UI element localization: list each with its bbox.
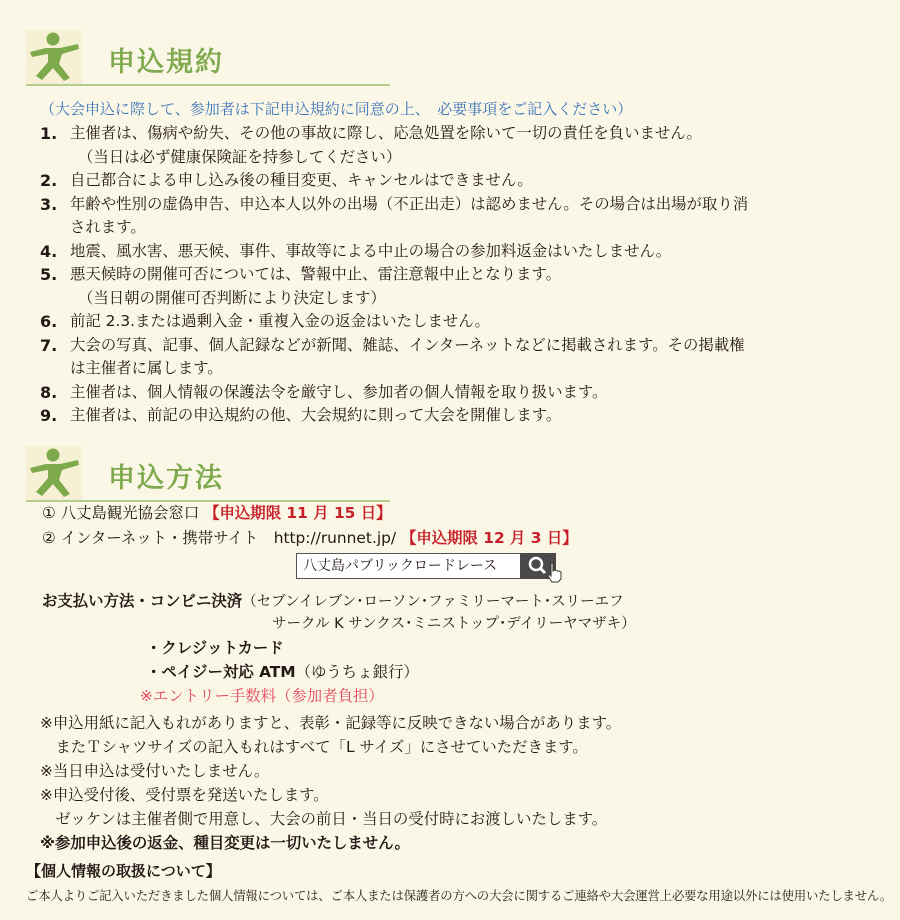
terms-item-number: 2.	[40, 171, 58, 190]
terms-item-number: 6.	[40, 312, 58, 331]
note-line: ゼッケンは主催者側で用意し、大会の前日・当日の受付時にお渡しいたします。	[40, 810, 608, 828]
payment-payeasy-detail: （ゆうちょ銀行）	[295, 663, 419, 681]
terms-item	[40, 193, 860, 240]
payment-payeasy-label: ・ペイジー対応 ATM	[146, 663, 296, 681]
section-title: 申込規約	[108, 47, 224, 78]
runner-icon	[26, 446, 82, 500]
terms-item	[40, 381, 860, 405]
note-line: ※申込用紙に記入もれがありますと、表彰・記録等に反映できない場合があります。	[40, 714, 622, 732]
payment-payeasy	[146, 661, 419, 683]
payment-credit: ・クレジットカード	[146, 639, 284, 657]
terms-item-number: 1.	[40, 124, 58, 143]
terms-item	[40, 169, 860, 193]
payment-conv-detail-2: サークル K サンクス･ミニストップ･デイリーヤマザキ）	[272, 616, 636, 632]
runner-icon	[26, 30, 82, 84]
terms-item-line: は主催者に属します。	[70, 359, 223, 377]
deadline-office: 【申込期限 11 月 15 日】	[204, 504, 392, 522]
search-input[interactable]: 八丈島パブリックロードレース	[296, 553, 526, 579]
terms-item	[40, 263, 860, 310]
payment-conv-label: ・コンビニ決済	[134, 592, 243, 610]
privacy-text: ご本人よりご記入いただきました個人情報については、ご本人または保護者の方への大会に関するご連絡や大会運営上必要な用途以外には使用いたしません。	[26, 888, 893, 903]
method-office	[42, 502, 392, 524]
privacy-heading: 【個人情報の取扱について】	[26, 862, 221, 880]
terms-item	[40, 310, 860, 334]
search-bar	[296, 553, 558, 579]
terms-item	[40, 334, 860, 381]
terms-item-number: 4.	[40, 241, 58, 261]
method-internet-text: ② インターネット・携帯サイト http://runnet.jp/	[42, 529, 397, 547]
terms-item-line: 悪天候時の開催可否については、警報中止、雷注意報中止となります。	[70, 265, 561, 283]
section-header-terms	[26, 30, 390, 92]
terms-item-line: 地震、風水害、悪天候、事件、事故等による中止の場合の参加料返金はいたしません。	[70, 241, 672, 260]
note-line: またＴシャツサイズの記入もれはすべて「L サイズ」にさせていただきます。	[40, 738, 588, 756]
terms-item-line: 大会の写真、記事、個人記録などが新聞、雑誌、インターネットなどに掲載されます。その掲載権	[70, 335, 745, 354]
terms-item-line: 年齢や性別の虚偽申告、申込本人以外の出場（不正出走）は認めません。その場合は出場が取り消	[70, 194, 749, 213]
terms-item	[40, 122, 860, 169]
terms-item-line: 前記 2.3.または過剰入金・重複入金の返金はいたしません。	[70, 312, 490, 330]
terms-item-number: 5.	[40, 265, 58, 284]
method-internet	[42, 527, 578, 549]
terms-item-line: （当日朝の開催可否判断により決定します）	[78, 288, 386, 307]
deadline-internet: 【申込期限 12 月 3 日】	[400, 529, 578, 547]
section-title: 申込方法	[108, 463, 224, 494]
refund-note: ※参加申込後の返金、種目変更は一切いたしません。	[40, 834, 410, 852]
terms-item	[40, 404, 860, 428]
terms-item-line: 主催者は、個人情報の保護法令を厳守し、参加者の個人情報を取り扱います。	[70, 382, 608, 401]
terms-item-number: 3.	[40, 194, 58, 214]
terms-item-number: 7.	[40, 335, 58, 355]
terms-item-line: （当日は必ず健康保険証を持参してください）	[78, 147, 402, 166]
section-rule	[26, 84, 390, 86]
pointer-hand-icon	[546, 561, 564, 583]
terms-item-line: されます。	[70, 218, 146, 236]
note-line: ※申込受付後、受付票を発送いたします。	[40, 786, 329, 804]
terms-intro-note: （大会申込に際して、参加者は下記申込規約に同意の上、 必要事項をご記入ください）	[40, 100, 633, 118]
terms-item-number: 9.	[40, 406, 58, 425]
fee-note: ※エントリー手数料（参加者負担）	[140, 687, 384, 705]
terms-item-line: 主催者は、前記の申込規約の他、大会規約に則って大会を開催します。	[70, 406, 562, 424]
note-line: ※当日申込は受付いたしません。	[40, 762, 270, 780]
terms-item-line: 自己都合による申し込み後の種目変更、キャンセルはできません。	[70, 171, 533, 189]
section-header-method	[26, 446, 390, 508]
terms-item-number: 8.	[40, 382, 58, 402]
payment-conv-detail: （セブンイレブン･ローソン･ファミリーマート･スリーエフ	[242, 594, 624, 610]
terms-item-line: 主催者は、傷病や紛失、その他の事故に際し、応急処置を除いて一切の責任を負いません。	[70, 124, 702, 142]
method-office-text: ① 八丈島観光協会窓口	[42, 504, 200, 522]
payment-conv	[42, 590, 624, 613]
payment-label: お支払い方法	[42, 592, 135, 610]
terms-list	[40, 122, 860, 428]
terms-item	[40, 240, 860, 264]
